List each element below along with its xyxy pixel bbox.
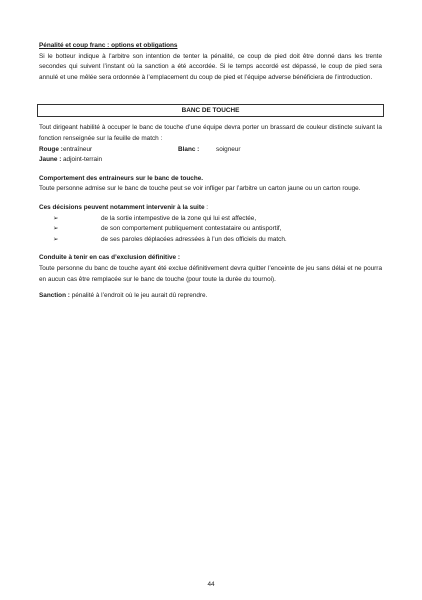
exclusion-heading: Conduite à tenir en cas d’exclusion définitive : (39, 254, 180, 262)
penalite-heading: Pénalité et coup franc : options et obligations (39, 42, 178, 49)
list-item (39, 235, 382, 246)
decisions-list (39, 214, 382, 246)
arrow-bullet-icon: ➢ (53, 214, 59, 222)
page-number: 44 (207, 581, 215, 588)
banc-intro-paragraph: Tout dirigeant habilité à occuper le banc de touche d’une équipe devra porter un brassard de couleur distincte suivant la fonction renseignée sur la feuille de match : (39, 124, 382, 142)
list-item (39, 224, 382, 235)
decisions-heading: Ces décisions peuvent notamment intervenir à la suite (39, 203, 205, 211)
color-label-jaune: Jaune (39, 156, 58, 164)
color-role-rouge: entraîneur (63, 145, 93, 153)
penalite-paragraph: Si le botteur indique à l’arbitre son intention de tenter la pénalité, ce coup de pied doit être donné dans les trente secondes qui suivent l’instant où la sanction a été accordée. Si le temps accordé est dépassé, le coup de pied sera annulé et une mêlée sera ordonnée à l’emplacement du coup de pied et l’équipe adverse bénéficiera de l’introduction. (39, 52, 382, 81)
list-item-text: de ses paroles déplacées adressées à l’un des officiels du match. (101, 235, 287, 243)
color-role-blanc: soigneur (216, 145, 241, 153)
sanction-line (39, 291, 382, 302)
list-item-text: de la sortie intempestive de la zone qui lui est affectée, (101, 214, 257, 222)
list-item (39, 214, 382, 225)
page-content (39, 41, 382, 302)
sanction-label: Sanction : (39, 292, 70, 300)
banc-de-touche-title-box: BANC DE TOUCHE (37, 104, 384, 117)
color-role-jaune: adjoint-terrain (63, 156, 103, 164)
arrow-bullet-icon: ➢ (53, 235, 59, 243)
comportement-heading: Comportement des entraineurs sur le banc de touche. (39, 174, 204, 182)
exclusion-paragraph: Toute personne du banc de touche ayant été exclue définitivement devra quitter l’enceinte de jeu sans délai et ne pourra en aucun cas être remplacée sur le banc de touche (pour toute la durée du tournoi). (39, 264, 382, 283)
arrow-bullet-icon: ➢ (53, 225, 59, 233)
armband-color-list: Rouge : entraîneur Blanc : soigneur Jaune : adjoint-terrain (39, 145, 382, 166)
color-label-blanc: Blanc (178, 145, 196, 153)
sanction-text: pénalité à l’endroit où le jeu aurait dû reprendre. (69, 292, 208, 300)
list-item-text: de son comportement publiquement contestataire ou antisportif, (101, 225, 282, 233)
decisions-heading-suffix: : (204, 203, 209, 211)
comportement-paragraph: Toute personne admise sur le banc de touche peut se voir infliger par l’arbitre un carton jaune ou un carton rouge. (39, 185, 361, 193)
color-label-rouge: Rouge (39, 145, 59, 153)
